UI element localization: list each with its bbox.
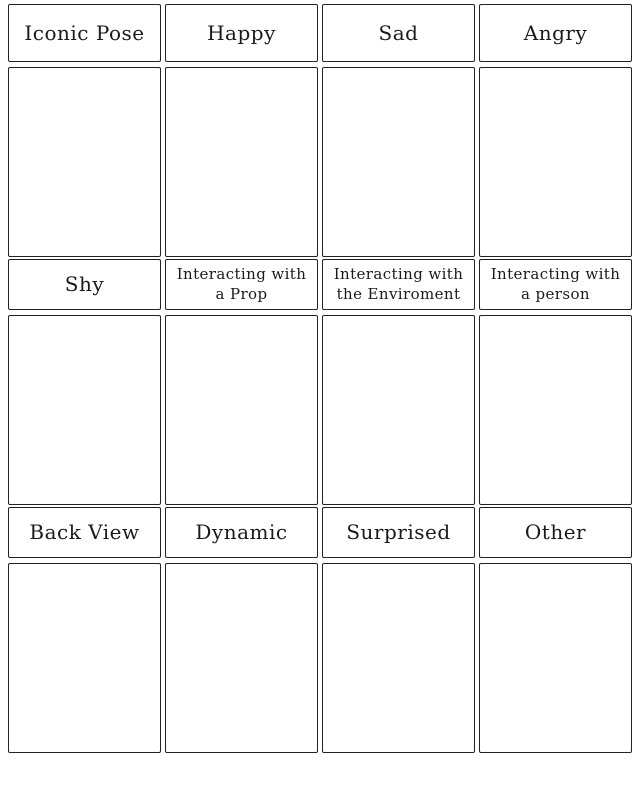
label-text: Happy	[207, 20, 276, 45]
drawing-box-shy[interactable]	[8, 315, 161, 505]
label-text: Sad	[378, 20, 419, 45]
label-text: Interacting with the Enviroment	[333, 265, 464, 303]
drawing-box-iconic-pose[interactable]	[8, 67, 161, 257]
label-surprised	[322, 507, 475, 558]
label-shy	[8, 259, 161, 310]
drawing-box-surprised[interactable]	[322, 563, 475, 753]
label-happy	[165, 4, 318, 62]
label-back-view	[8, 507, 161, 558]
drawing-box-back-view[interactable]	[8, 563, 161, 753]
label-other	[479, 507, 632, 558]
label-text: Back View	[29, 520, 140, 544]
label-text: Angry	[523, 20, 588, 45]
label-text: Dynamic	[195, 520, 288, 544]
label-text: Interacting with a person	[490, 265, 621, 303]
drawing-box-other[interactable]	[479, 563, 632, 753]
label-text: Interacting with a Prop	[176, 265, 307, 303]
label-iconic-pose	[8, 4, 161, 62]
drawing-box-dynamic[interactable]	[165, 563, 318, 753]
drawing-box-sad[interactable]	[322, 67, 475, 257]
pose-reference-sheet	[8, 4, 632, 778]
label-angry	[479, 4, 632, 62]
drawing-box-interacting-with-environment[interactable]	[322, 315, 475, 505]
label-interacting-with-person	[479, 259, 632, 310]
drawing-box-interacting-with-person[interactable]	[479, 315, 632, 505]
drawing-box-happy[interactable]	[165, 67, 318, 257]
drawing-box-angry[interactable]	[479, 67, 632, 257]
label-text: Iconic Pose	[24, 20, 145, 45]
label-text: Surprised	[346, 520, 451, 544]
label-text: Shy	[64, 272, 105, 296]
label-interacting-with-prop	[165, 259, 318, 310]
label-sad	[322, 4, 475, 62]
label-interacting-with-environment	[322, 259, 475, 310]
label-dynamic	[165, 507, 318, 558]
label-text: Other	[524, 520, 587, 544]
drawing-box-interacting-with-prop[interactable]	[165, 315, 318, 505]
